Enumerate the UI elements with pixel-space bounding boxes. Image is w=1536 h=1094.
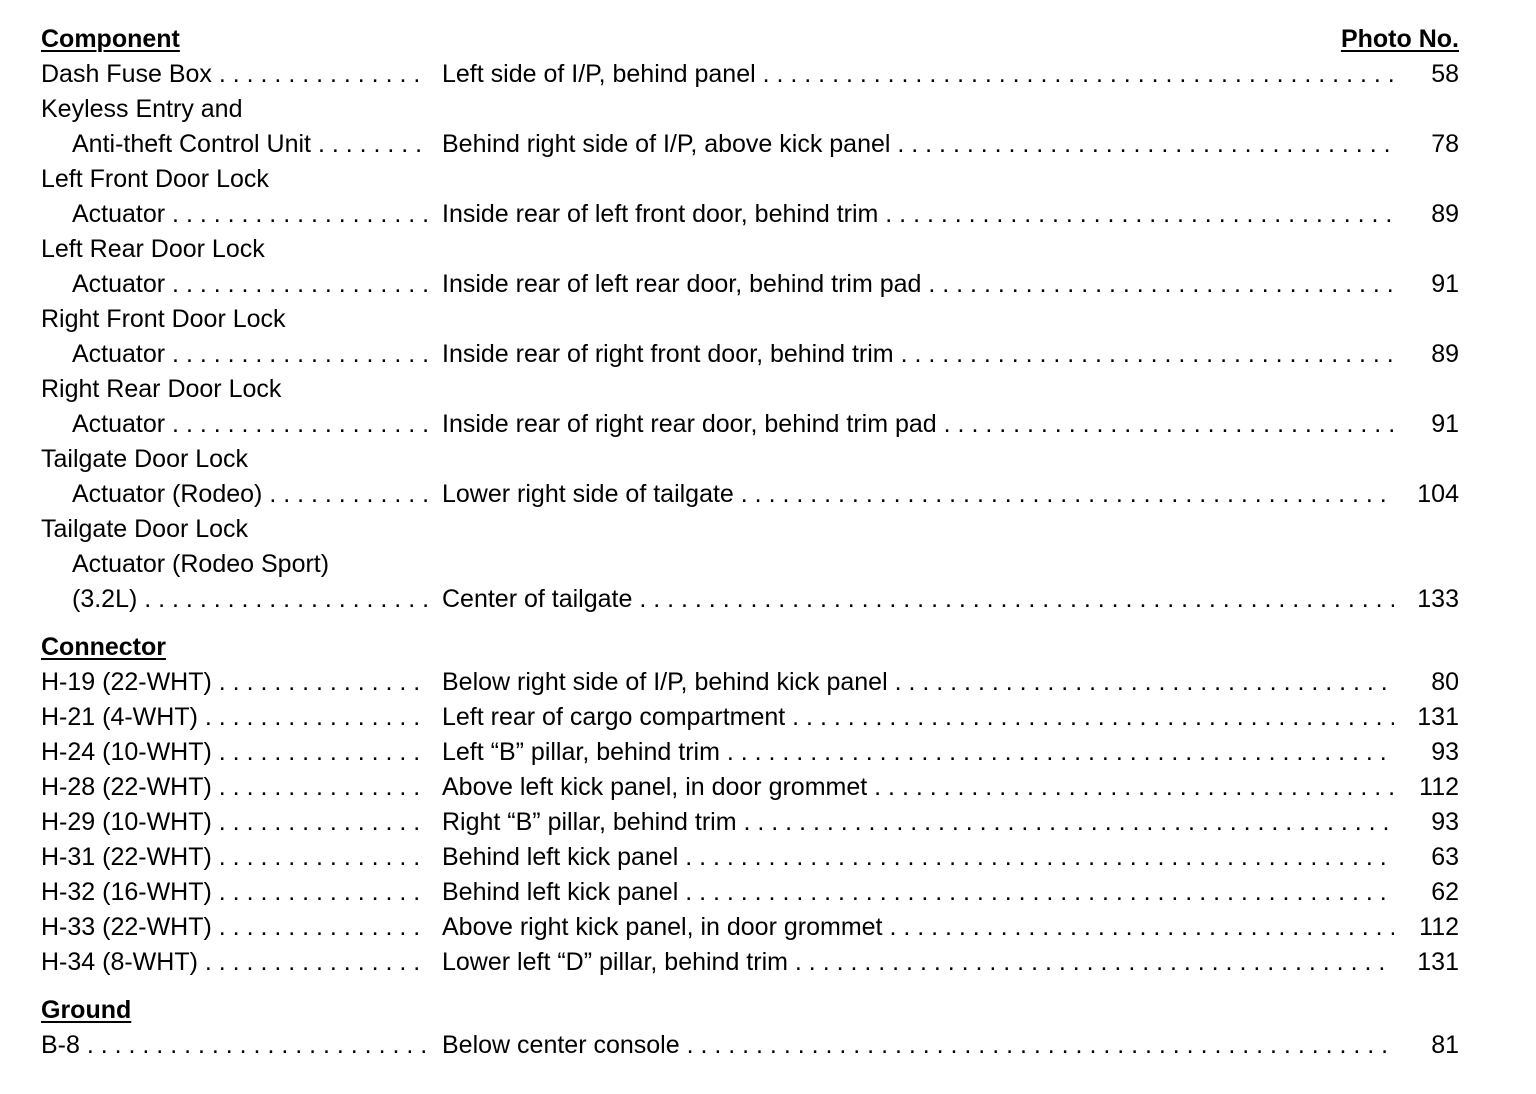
photo-number: 131	[1417, 948, 1459, 976]
connector-row-name: H-21 (4-WHT) . . .	[41, 700, 428, 735]
ground-section-heading	[41, 993, 1459, 1028]
ground-heading: Ground	[41, 996, 132, 1024]
component-name: Keyless Entry and	[41, 95, 243, 123]
grounds-list	[41, 1028, 1459, 1063]
component-name: (3.2L) . . .	[72, 582, 428, 617]
component-entry	[41, 372, 1459, 442]
photo-number: 62	[1431, 878, 1459, 906]
connector-row-location: Above left kick panel, in door grommet . . .	[442, 770, 1394, 805]
connector-row-location: Above right kick panel, in door grommet . . .	[442, 910, 1394, 945]
entry-line	[41, 197, 1459, 232]
photo-number: 112	[1419, 913, 1459, 941]
component-location: Behind right side of I/P, above kick panel . . .	[442, 127, 1394, 162]
photo-number: 104	[1417, 480, 1459, 508]
connector-row	[41, 735, 1459, 770]
photo-number: 78	[1431, 130, 1459, 158]
photo-number: 89	[1431, 200, 1459, 228]
connector-row-name: H-19 (22-WHT) . . .	[41, 665, 428, 700]
photo-no-heading: Photo No.	[1340, 25, 1459, 53]
entry-line	[41, 232, 1459, 267]
component-name: Actuator (Rodeo) . . .	[72, 477, 428, 512]
connector-row	[41, 665, 1459, 700]
connector-row-name: H-29 (10-WHT) . . .	[41, 805, 428, 840]
component-entry	[41, 92, 1459, 162]
component-name: Actuator . . .	[72, 267, 428, 302]
component-name: Right Rear Door Lock	[41, 375, 282, 403]
entry-line	[41, 477, 1459, 512]
photo-number: 81	[1431, 1031, 1459, 1059]
photo-number: 80	[1431, 668, 1459, 696]
components-list	[41, 57, 1459, 617]
entry-line	[41, 57, 1459, 92]
ground-row-location: Below center console . . .	[442, 1028, 1394, 1063]
ground-row-name: B-8 . . .	[41, 1028, 428, 1063]
component-location: Inside rear of right rear door, behind trim pad . . .	[442, 407, 1394, 442]
component-entry	[41, 512, 1459, 617]
component-name: Actuator (Rodeo Sport)	[72, 550, 330, 578]
photo-number: 112	[1419, 773, 1459, 801]
component-entry	[41, 232, 1459, 302]
document-page	[41, 22, 1459, 1063]
component-name: Anti-theft Control Unit . . .	[72, 127, 428, 162]
connectors-list	[41, 665, 1459, 980]
entry-line	[41, 547, 1459, 582]
connector-row-name: H-28 (22-WHT) . . .	[41, 770, 428, 805]
connector-row	[41, 770, 1459, 805]
connector-row	[41, 945, 1459, 980]
component-name: Left Front Door Lock	[41, 165, 269, 193]
photo-number: 91	[1431, 270, 1459, 298]
connector-row-location: Right “B” pillar, behind trim . . .	[442, 805, 1394, 840]
component-name: Tailgate Door Lock	[41, 445, 249, 473]
entry-line	[41, 92, 1459, 127]
connector-row-location: Left “B” pillar, behind trim . . .	[442, 735, 1394, 770]
connector-row-location: Left rear of cargo compartment . . .	[442, 700, 1394, 735]
component-name: Actuator . . .	[72, 337, 428, 372]
entry-line	[41, 512, 1459, 547]
component-entry	[41, 57, 1459, 92]
photo-number: 63	[1431, 843, 1459, 871]
connector-row-name: H-24 (10-WHT) . . .	[41, 735, 428, 770]
component-entry	[41, 162, 1459, 232]
connector-row-name: H-31 (22-WHT) . . .	[41, 840, 428, 875]
component-entry	[41, 302, 1459, 372]
connector-row	[41, 805, 1459, 840]
component-location: Center of tailgate . . .	[442, 582, 1394, 617]
component-heading: Component	[41, 25, 180, 53]
component-name: Actuator . . .	[72, 407, 428, 442]
connector-row-name: H-33 (22-WHT) . . .	[41, 910, 428, 945]
component-location: Left side of I/P, behind panel . . .	[442, 57, 1394, 92]
photo-number: 133	[1417, 585, 1459, 613]
component-location: Inside rear of left rear door, behind trim pad . . .	[442, 267, 1394, 302]
connector-row-location: Below right side of I/P, behind kick panel . . .	[442, 665, 1394, 700]
connector-row-location: Behind left kick panel . . .	[442, 875, 1394, 910]
entry-line	[41, 127, 1459, 162]
component-name: Actuator . . .	[72, 197, 428, 232]
table-header	[41, 22, 1459, 57]
entry-line	[41, 372, 1459, 407]
connector-row	[41, 700, 1459, 735]
photo-number: 58	[1431, 60, 1459, 88]
connector-section-heading	[41, 630, 1459, 665]
component-location: Inside rear of left front door, behind trim . . .	[442, 197, 1394, 232]
component-name: Left Rear Door Lock	[41, 235, 265, 263]
connector-row	[41, 840, 1459, 875]
connector-row-name: H-32 (16-WHT) . . .	[41, 875, 428, 910]
photo-number: 131	[1417, 703, 1459, 731]
connector-heading: Connector	[41, 633, 166, 661]
component-name: Tailgate Door Lock	[41, 515, 249, 543]
photo-number: 93	[1431, 808, 1459, 836]
entry-line	[41, 582, 1459, 617]
connector-row-location: Lower left “D” pillar, behind trim . . .	[442, 945, 1394, 980]
entry-line	[41, 407, 1459, 442]
connector-row	[41, 910, 1459, 945]
entry-line	[41, 162, 1459, 197]
component-location: Inside rear of right front door, behind trim . . .	[442, 337, 1394, 372]
ground-row	[41, 1028, 1459, 1063]
component-location: Lower right side of tailgate . . .	[442, 477, 1394, 512]
photo-number: 93	[1431, 738, 1459, 766]
entry-line	[41, 267, 1459, 302]
connector-row-name: H-34 (8-WHT) . . .	[41, 945, 428, 980]
component-name: Dash Fuse Box . . .	[41, 57, 428, 92]
photo-number: 91	[1431, 410, 1459, 438]
connector-row	[41, 875, 1459, 910]
entry-line	[41, 337, 1459, 372]
entry-line	[41, 442, 1459, 477]
connector-row-location: Behind left kick panel . . .	[442, 840, 1394, 875]
photo-number: 89	[1431, 340, 1459, 368]
component-name: Right Front Door Lock	[41, 305, 286, 333]
component-entry	[41, 442, 1459, 512]
entry-line	[41, 302, 1459, 337]
